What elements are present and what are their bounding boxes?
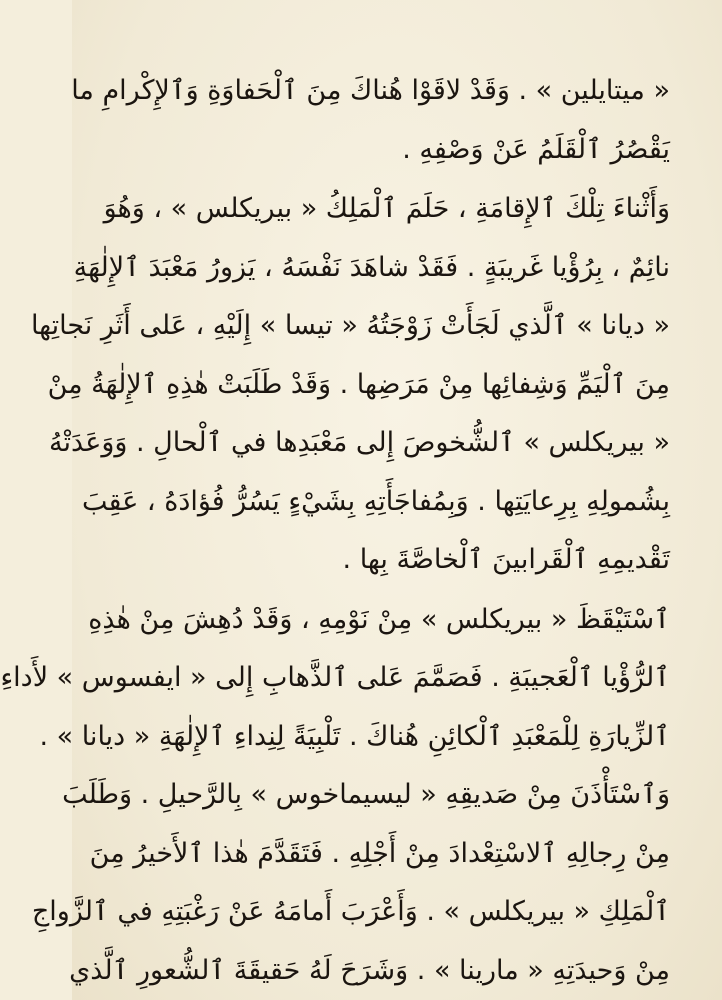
paragraph-1	[71, 62, 670, 179]
paragraph-2	[30, 180, 670, 590]
text-line: ٱسْتَيْقَظَ « بيريكلس » مِنْ نَوْمِهِ ، وَقَدْ دُهِشَ مِنْ هٰذِهِ	[88, 603, 670, 635]
text-line: مِنَ ٱلْيَمِّ وَشِفائِها مِنْ مَرَضِها . وَقَدْ طَلَبَتْ هٰذِهِ ٱلإِلٰهَةُ مِنْ	[47, 368, 670, 400]
text-line: تَقْديمِهِ ٱلْقَرابينَ ٱلْخاصَّةَ بِها .	[342, 544, 670, 575]
text-line: وَٱسْتَأْذَنَ مِنْ صَديقِهِ « ليسيماخوس » بِالرَّحيلِ . وَطَلَبَ	[62, 779, 670, 810]
text-line: « ديانا » ٱلَّذي لَجَأَتْ زَوْجَتُهُ « تيسا » إِلَيْهِ ، عَلى أَثَرِ نَجاتِها	[30, 310, 670, 341]
body-text	[0, 62, 670, 1000]
paragraph-3	[0, 591, 670, 1000]
text-line: مِنْ رِجالِهِ ٱلاسْتِعْدادَ مِنْ أَجْلِهِ . فَتَقَدَّمَ هٰذا ٱلأَخيرُ مِنَ	[89, 837, 670, 869]
text-line: « ميتايلين » . وَقَدْ لاقَوْا هُناكَ مِنَ ٱلْحَفاوَةِ وَٱلإِكْرامِ ما	[71, 75, 670, 106]
text-line: ٱلْمَلِكِ « بيريكلس » . وَأَعْرَبَ أَمامَهُ عَنْ رَغْبَتِهِ في ٱلزَّواجِ	[31, 896, 670, 927]
text-line: يَقْصُرُ ٱلْقَلَمُ عَنْ وَصْفِهِ .	[402, 133, 670, 165]
text-line: وَأَثْناءَ تِلْكَ ٱلإِقامَةِ ، حَلَمَ ٱلْمَلِكُ « بيريكلس » ، وَهُوَ	[103, 193, 670, 224]
text-line: ٱلرُّؤْيا ٱلْعَجيبَةِ . فَصَمَّمَ عَلى ٱلذَّهابِ إِلى « ايفسوس » لأَداءِ	[0, 662, 670, 693]
text-line: نائِمٌ ، بِرُؤْيا غَريبَةٍ . فَقَدْ شاهَدَ نَفْسَهُ ، يَزورُ مَعْبَدَ ٱلإِلٰهَةِ	[73, 251, 670, 283]
text-line: « بيريكلس » ٱلشُّخوصَ إِلى مَعْبَدِها في ٱلْحالِ . وَوَعَدَتْهُ	[49, 427, 670, 458]
text-line: مِنْ وَحيدَتِهِ « مارينا » . وَشَرَحَ لَهُ حَقيقَةَ ٱلشُّعورِ ٱلَّذي	[69, 954, 670, 986]
text-line: بِشُمولِهِ بِرِعايَتِها . وَبِمُفاجَأَتِهِ بِشَيْءٍ يَسُرُّ فُؤادَهُ ، عَقِبَ	[82, 485, 670, 517]
text-line: ٱلزِّيارَةِ لِلْمَعْبَدِ ٱلْكائِنِ هُناكَ . تَلْبِيَةً لِنِداءِ ٱلإِلٰهَةِ « ديانا » .	[39, 720, 670, 752]
